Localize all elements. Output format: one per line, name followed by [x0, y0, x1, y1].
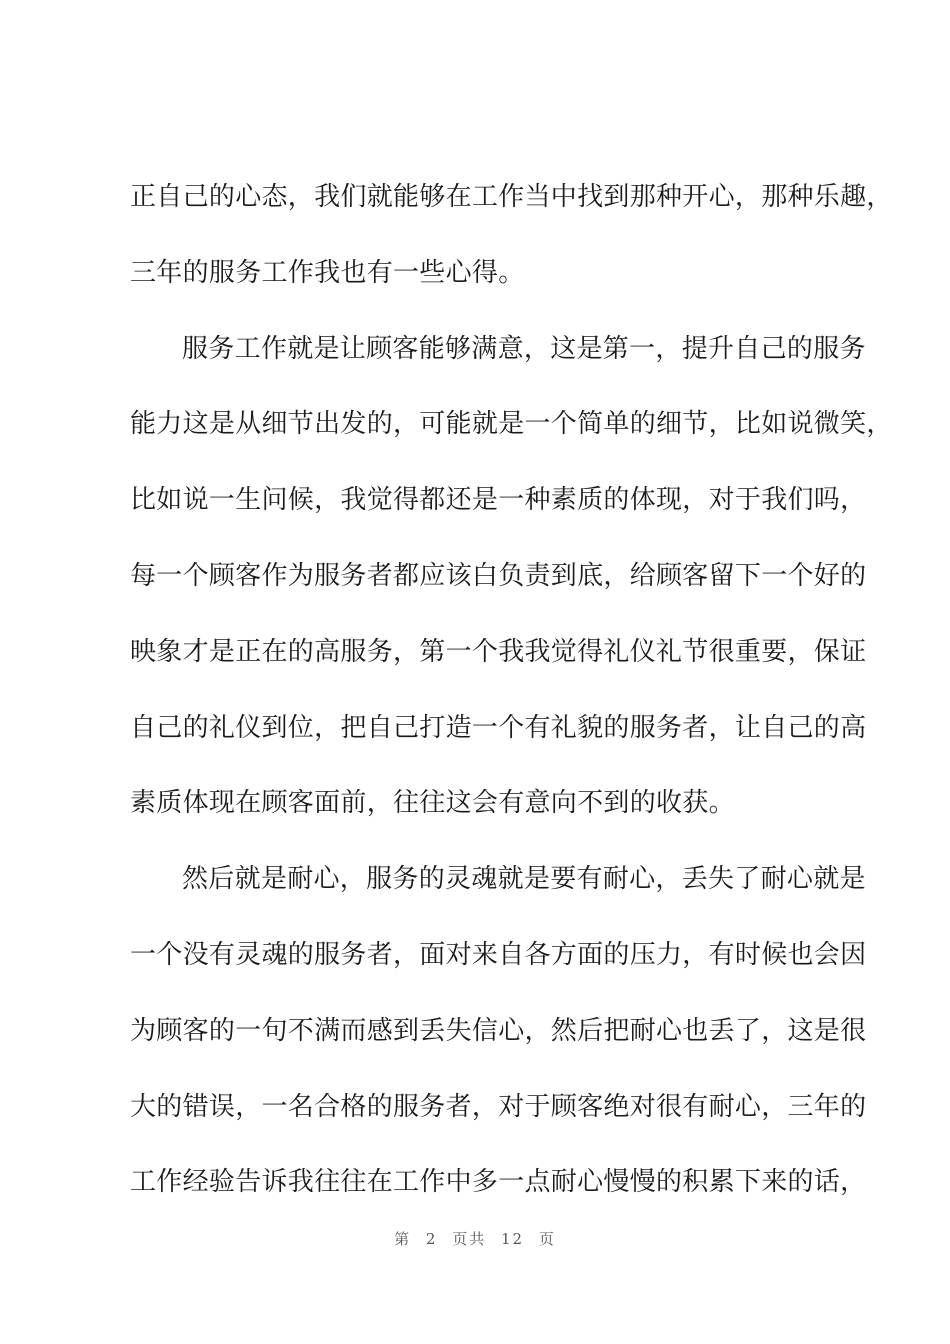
text-line-paragraph-start: 服务工作就是让顾客能够满意，这是第一，提升自己的服务 [182, 333, 866, 364]
document-body [130, 168, 893, 1229]
text-line: 大的错误，一名合格的服务者，对于顾客绝对很有耐心，三年的 [130, 1091, 867, 1122]
page-number-footer [0, 1228, 950, 1249]
text-line: 每一个顾客作为服务者都应该白负责到底，给顾客留下一个好的 [130, 560, 867, 591]
total-pages-number: 12 [501, 1230, 525, 1248]
footer-suffix: 页 [538, 1230, 556, 1248]
text-line: 一个没有灵魂的服务者，面对来自各方面的压力，有时候也会因 [130, 939, 867, 970]
text-line: 三年的服务工作我也有一些心得。 [130, 257, 525, 288]
text-line: 素质体现在顾客面前，往往这会有意向不到的收获。 [130, 788, 735, 819]
text-line: 自己的礼仪到位，把自己打造一个有礼貌的服务者，让自己的高 [130, 712, 867, 743]
current-page-number: 2 [425, 1230, 438, 1248]
footer-middle: 页共 [452, 1230, 487, 1248]
text-line-paragraph-start: 然后就是耐心，服务的灵魂就是要有耐心，丢失了耐心就是 [182, 864, 866, 895]
text-line: 工作经验告诉我往往在工作中多一点耐心慢慢的积累下来的话， [130, 1167, 867, 1198]
text-line: 为顾客的一句不满而感到丢失信心，然后把耐心也丢了，这是很 [130, 1015, 867, 1046]
text-line: 映象才是正在的高服务，第一个我我觉得礼仪礼节很重要，保证 [130, 636, 867, 667]
text-line: 正自己的心态，我们就能够在工作当中找到那种开心，那种乐趣， [130, 182, 893, 212]
text-line: 比如说一生问候，我觉得都还是一种素质的体现，对于我们吗， [130, 485, 867, 516]
footer-prefix: 第 [394, 1230, 412, 1248]
text-line: 能力这是从细节出发的，可能就是一个简单的细节，比如说微笑， [130, 409, 893, 440]
